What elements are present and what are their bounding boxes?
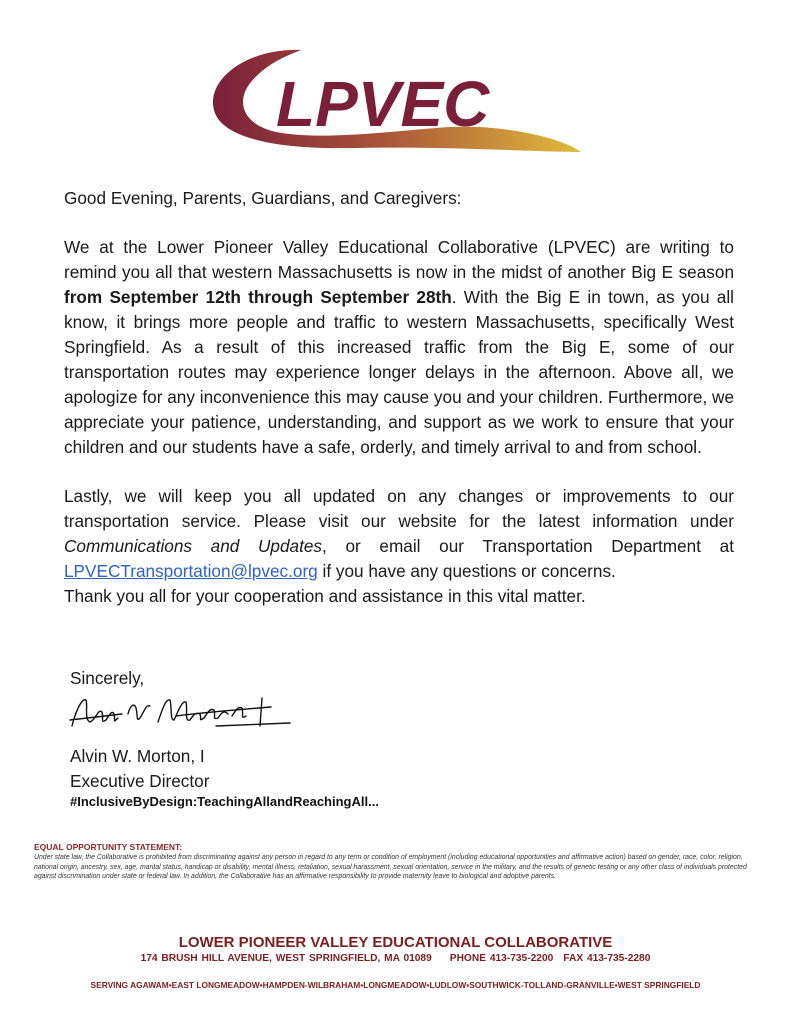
greeting: Good Evening, Parents, Guardians, and Caregivers: [64,188,462,208]
footer-address: 174 BRUSH HILL AVENUE, WEST SPRINGFIELD, MA 01089 [140,953,432,964]
paragraph-text: . With the Big E in town, as you all know, it brings more people and traffic to western Massachusetts, specifically West Springfield. As a result of this increased traffic from the Big E, some of our transportation routes may experience longer delays in the afternoon. Above all, we apologize for any inconvenience this may cause you and your children. Furthermore, we appreciate your patience, understanding, and support as we work to ensure that your children and our students have a safe, orderly, and timely arrival to and from school. [64,287,734,457]
footer-org-name: LOWER PIONEER VALLEY EDUCATIONAL COLLABORATIVE [178,934,613,951]
closing-salutation: Sincerely, [70,668,145,688]
letter-body [64,186,734,609]
signer-block [70,744,209,794]
communications-updates-text: Communications and Updates [64,536,323,556]
paragraph-text: if you have any questions or concerns. [317,561,616,581]
footer-serving-towns: SERVING AGAWAM▪EAST LONGMEADOW▪HAMPDEN-WILBRAHAM▪LONGMEADOW▪LUDLOW▪SOUTHWICK-TOLLAND-GRANVILLE▪WEST SPRINGFIELD [90,980,701,990]
paragraph-big-e [64,235,734,460]
equal-opportunity-title: EQUAL OPPORTUNITY STATEMENT: [34,842,183,852]
equal-opportunity-body: Under state law, the Collaborative is prohibited from discriminating against any person in regard to any term or condition of employment (including educational opportunities and affirmative action) based on gender, race, color, religion, national origin, ancestry, sex, age, marital status, handicap or disability, mental illness, retaliation, sexual harassment, sexual orientation, service in the military, and the results of genetic testing or any other class of individuals protected against discrimination under state or federal law. In addition, the Collaborative has an affirmative responsibility to provide maternity leave to biological and adoptive parents. [34,854,747,881]
hashtag-motto: #InclusiveByDesign:TeachingAllandReachingAll... [70,794,379,809]
paragraph-text: We at the Lower Pioneer Valley Educational Collaborative (LPVEC) are writing to remind you all that western Massachusetts is now in the midst of another Big E season [64,237,734,282]
date-range: from September 12th through September 28th [64,287,452,307]
lpvec-logo [206,40,588,160]
footer-phone: PHONE 413-735-2200 [449,953,554,964]
logo-text: LPVEC [276,68,490,140]
paragraph-updates [64,484,734,584]
footer-contact [0,953,791,964]
paragraph-text: Lastly, we will keep you all updated on any changes or improvements to our transportation service. Please visit our website for the latest information under [64,486,734,531]
paragraph-thanks: Thank you all for your cooperation and assistance in this vital matter. [64,586,586,606]
signature-image [66,690,296,740]
signer-name: Alvin W. Morton, I [70,746,205,766]
transportation-email-link[interactable]: LPVECTransportation@lpvec.org [64,561,318,581]
signer-title: Executive Director [70,771,210,791]
footer-fax: FAX 413-735-2280 [563,953,651,964]
paragraph-text: , or email our Transportation Department at [322,536,734,556]
